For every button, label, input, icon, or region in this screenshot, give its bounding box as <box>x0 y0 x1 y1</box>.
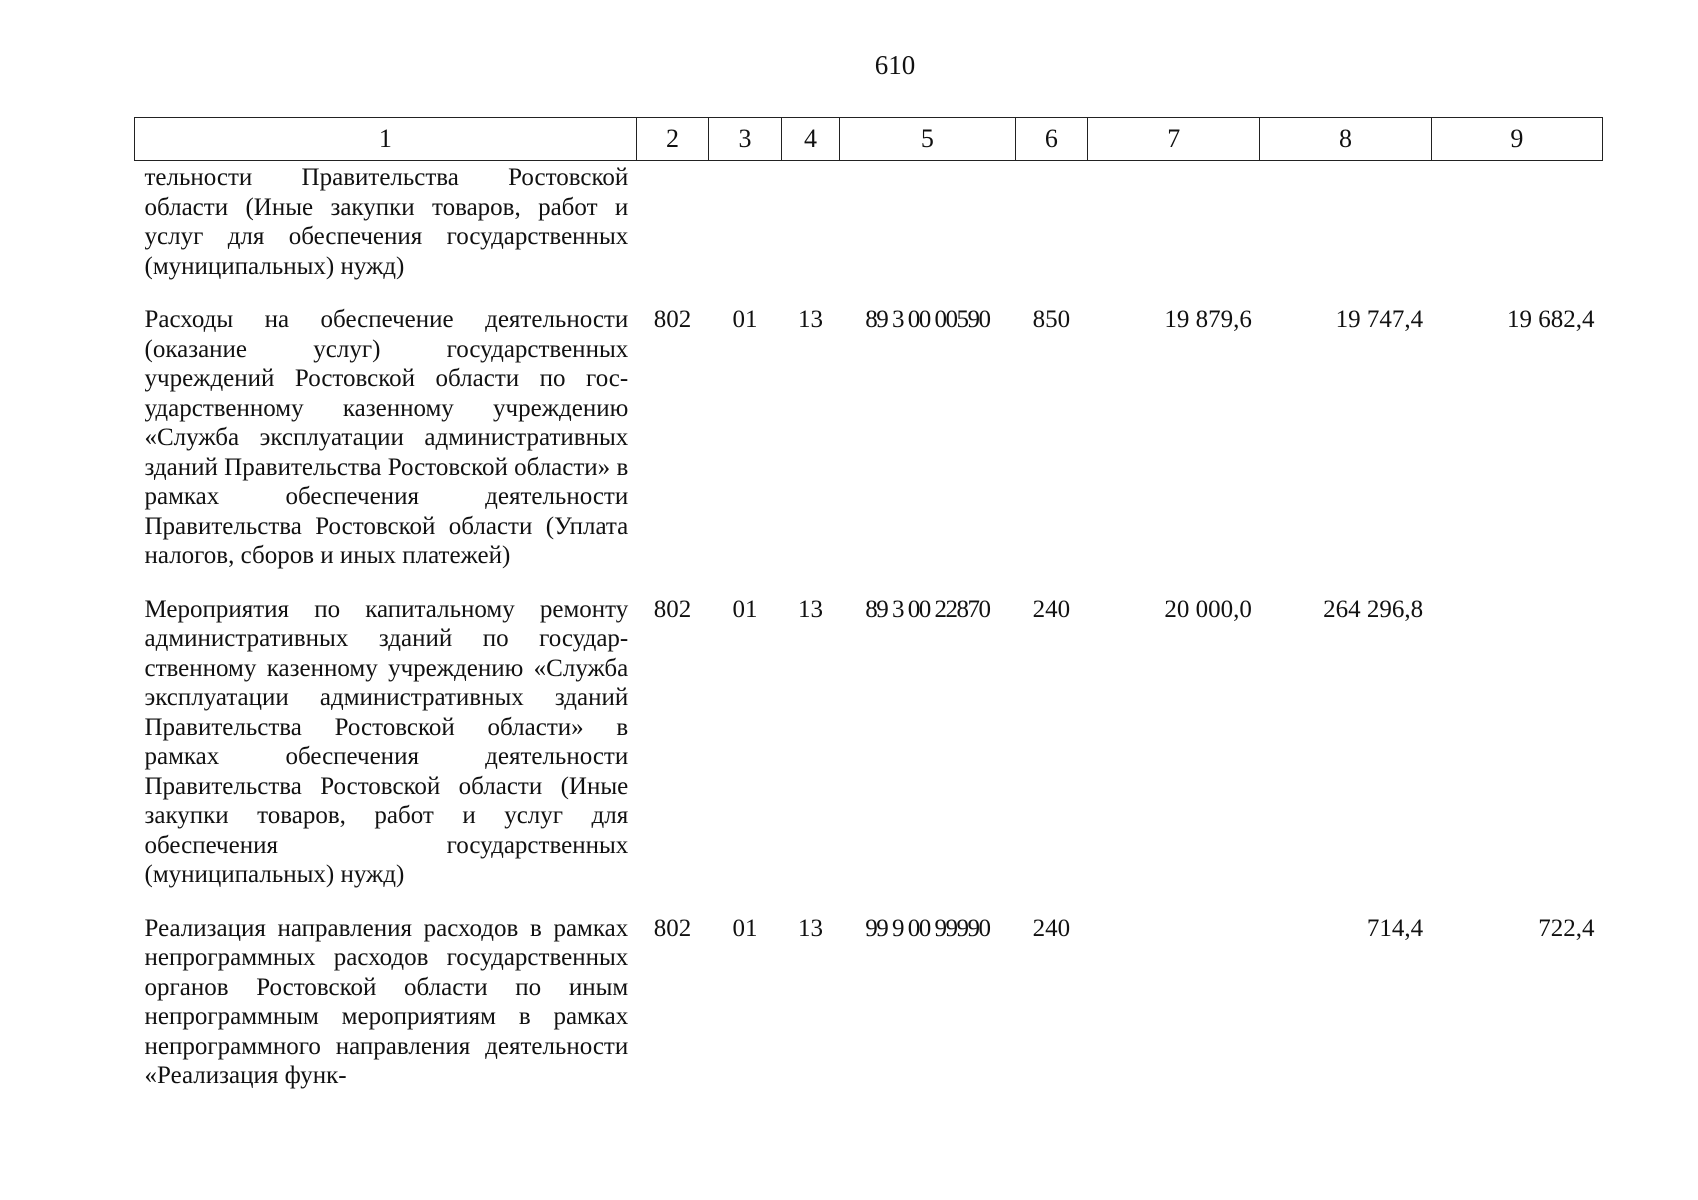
header-col-7: 7 <box>1088 118 1260 161</box>
cell-expense-type: 240 <box>1032 914 1071 942</box>
cell-amount-3 <box>1431 585 1602 904</box>
table-row <box>135 161 1603 296</box>
cell-ministry-code: 802 <box>653 914 692 942</box>
cell-expense-type: 240 <box>1032 595 1071 623</box>
cell-expense-type: 850 <box>1032 306 1071 333</box>
cell-amount-1 <box>1088 904 1260 1105</box>
cell-target-article: 89 3 00 00590 <box>865 306 990 333</box>
cell-ministry-code: 802 <box>653 306 692 333</box>
cell-amount-1 <box>1088 161 1260 296</box>
cell-subsection: 13 <box>798 914 824 942</box>
cell-target-article: 89 3 00 22870 <box>865 595 990 623</box>
cell-amount-1: 19 879,6 <box>1164 306 1252 333</box>
cell-section: 01 <box>732 595 758 623</box>
header-col-2: 2 <box>636 118 709 161</box>
cell-amount-2: 714,4 <box>1366 914 1424 942</box>
header-col-3: 3 <box>709 118 782 161</box>
header-col-1: 1 <box>135 118 637 161</box>
table-row <box>135 295 1603 585</box>
cell-section: 01 <box>732 914 758 942</box>
header-col-6: 6 <box>1015 118 1088 161</box>
header-col-9: 9 <box>1431 118 1602 161</box>
cell-section: 01 <box>732 306 758 333</box>
row-description: Мероприятия по капитальному ремонту административных зданий по государственному казенному учреждению «Служба эксплуатации административных зданий Правительства Ростовской области» в рамках обеспечения деятельности Правительства Ростовской области (Иные закупки товаров, работ и услуг для обеспечения государственных (муниципальных) нужд) <box>144 595 629 888</box>
cell-ministry-code <box>636 161 709 296</box>
cell-subsection <box>781 161 839 296</box>
cell-amount-3 <box>1431 161 1602 296</box>
header-col-5: 5 <box>840 118 1015 161</box>
cell-amount-2 <box>1260 161 1431 296</box>
cell-target-article <box>840 161 1015 296</box>
header-col-8: 8 <box>1260 118 1431 161</box>
cell-target-article: 99 9 00 99990 <box>865 914 990 942</box>
cell-amount-3: 19 682,4 <box>1507 306 1595 333</box>
table-row <box>135 585 1603 904</box>
cell-amount-3: 722,4 <box>1538 914 1595 942</box>
cell-amount-2: 19 747,4 <box>1335 306 1424 333</box>
header-row <box>135 118 1603 161</box>
header-col-4: 4 <box>781 118 839 161</box>
cell-subsection: 13 <box>798 306 824 333</box>
cell-ministry-code: 802 <box>653 595 692 623</box>
budget-table <box>134 117 1603 1105</box>
row-description: Расходы на обеспечение деятельности (оказание услуг) государственных учреждений Ростовской области по государственному казенному учреждению «Служба эксплуатации административных зданий Правительства Ростовской области» в рамках обеспечения деятельности Правительства Ростовской области (Уплата налогов, сборов и иных платежей) <box>144 306 629 569</box>
cell-subsection: 13 <box>798 595 824 623</box>
row-description: тельности Правительства Ростовской области (Иные закупки товаров, работ и услуг для обеспечения государственных (муниципальных) нужд) <box>144 164 629 280</box>
cell-expense-type <box>1015 161 1088 296</box>
table-row <box>135 904 1603 1105</box>
cell-amount-1: 20 000,0 <box>1164 595 1252 623</box>
row-description: Реализация направления расходов в рамках непрограммных расходов государственных органов Ростовской области по иным непрограммным мероприятиям в рамках непрограммного направления деятельности «Реализация функ- <box>144 914 629 1089</box>
cell-amount-2: 264 296,8 <box>1323 595 1424 623</box>
cell-section <box>709 161 782 296</box>
page-number: 610 <box>874 50 916 80</box>
